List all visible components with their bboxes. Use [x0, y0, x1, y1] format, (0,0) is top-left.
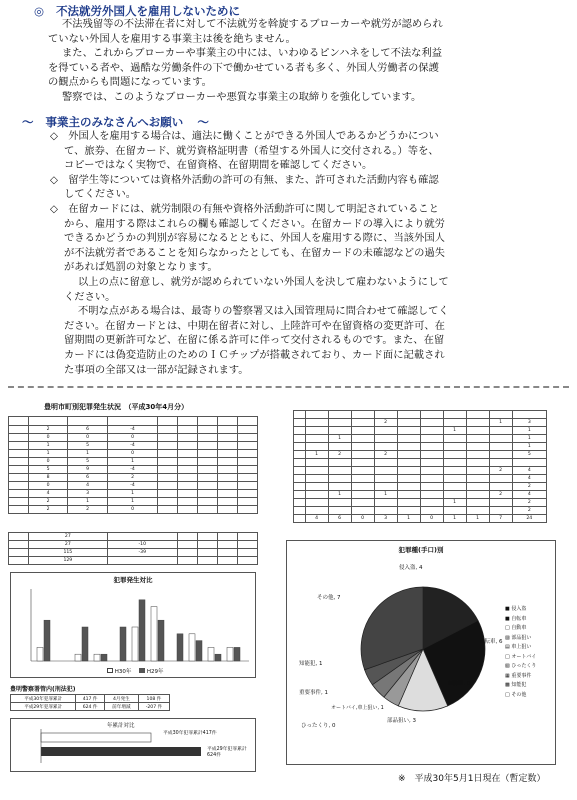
pie-label: 自動車, 0	[447, 681, 471, 687]
chart1-bar	[151, 607, 157, 661]
section1-title: 不法就労外国人を雇用しないために	[56, 4, 241, 18]
section2-body	[50, 129, 449, 377]
pie-chart-panel	[286, 540, 556, 765]
footnote: ※ 平成30年5月1日現在（暫定数）	[398, 774, 546, 784]
legend-swatch	[107, 668, 113, 673]
pie-label: オートバイ,車上狙い, 1	[331, 705, 384, 711]
pie-legend-item: ▩ 知能犯	[505, 682, 527, 688]
pie-legend-item: ▨ 部品狙い	[505, 634, 532, 641]
pie-title: 犯罪種(手口)別	[398, 546, 444, 554]
section2-title: 事業主のみなさんへお願い	[45, 115, 184, 129]
section2-line: ださい。在留カードとは、中期在留者に対し、上陸許可や在留資格の変更許可、在	[64, 319, 445, 332]
section1-line: を得ている者や、過酷な労働条件の下で働かせている者も多く、外国人労働者の保護	[48, 61, 439, 74]
chart1-bar	[177, 634, 183, 661]
method-table: 2 1 3 1 1 1 1 1 1 2 2 5 2 4 4 2 1 1 2 4 1 2 2 4 6 0 3 1 0 1 1 7 24	[293, 410, 547, 523]
chart1-svg	[11, 573, 255, 677]
chart1-bar	[208, 647, 214, 661]
section2-line: ◇ 留学生等については資格外活動の許可の有無、また、許可された活動内容も確認	[50, 173, 439, 186]
chart2-svg	[11, 719, 255, 771]
chart1-bar	[196, 641, 202, 661]
chart2-label: 平成29年犯罪累計624件	[207, 747, 247, 758]
town-totals-table: 27 27 -10 115 -39 129	[8, 532, 258, 565]
section2-line: があれば処罰の対象となります。	[64, 261, 218, 274]
pie-legend-item: ▤ 車上狙い	[505, 644, 532, 650]
chart1-title: 犯罪発生対比	[113, 576, 153, 584]
section2-line: 留期間の更新許可など、在留に係る許可に伴って交付されるものです。また、在留	[64, 334, 445, 347]
chart1-bar	[44, 620, 50, 661]
legend-swatch	[139, 668, 145, 673]
pie-slices	[361, 587, 485, 711]
totals-title: 豊明警察署管内(刑法犯)	[10, 686, 76, 693]
stats-title: 豊明市町別犯罪発生状況 （平成30年4月分）	[44, 403, 189, 411]
chart1-bar	[101, 654, 107, 661]
pie-label: 重要事件, 1	[299, 690, 328, 696]
section1-line: の観点からも問題になっています。	[48, 76, 212, 89]
town-crime-table: 2 6 -4 0 0 0 1 5 -4 1 1 0 0 5 1 5 9 -4 8 6 2 0 4 -4 4 3 1 2 1 1 2 2 0	[8, 416, 258, 514]
totals-cell: 108 件	[138, 695, 169, 703]
tilde-mark: 〜	[197, 115, 209, 129]
pie-legend-item: □ オートバイ	[505, 653, 537, 660]
chart1-legend-item: H29年	[146, 669, 164, 675]
chart1-bar	[37, 647, 43, 661]
chart1-bar	[227, 647, 233, 661]
totals-cell: 前年増減	[104, 703, 138, 711]
totals-cell: 417 件	[76, 695, 104, 703]
section2-line: 不明な点がある場合は、最寄りの警察署又は入国管理局に問合わせて確認してく	[78, 305, 449, 318]
section2-line: カードには偽変造防止のためのＩＣチップが搭載されており、カード面に記載され	[64, 348, 445, 361]
totals-cell: 平成29年犯罪累計	[11, 703, 76, 711]
section2-line: が不法就労者であることを知らなかったとしても、在留カードの未確認などの過失	[64, 246, 445, 259]
pie-legend	[505, 605, 536, 700]
totals-cell: 平成30年犯罪累計	[11, 695, 76, 703]
chart1-bar	[234, 647, 240, 661]
section2-line: ください。	[64, 290, 116, 303]
chart1-legend	[107, 667, 164, 675]
pie-legend-item: ▧ ひったくり	[505, 663, 537, 669]
chart1-bar	[139, 600, 145, 661]
chart1-bar	[120, 627, 126, 661]
section2-line: た事項の全部又は一部が記録されます。	[64, 363, 249, 376]
section2-line: できるかどうかの判別が容易になるとともに、外国人を雇用する際に、当該外国人	[64, 232, 445, 245]
pie-label: ひったくり, 0	[301, 723, 336, 729]
pie-label: 知能犯, 1	[299, 661, 323, 667]
chart1-bar	[158, 620, 164, 661]
bar-h30	[41, 733, 151, 742]
bullseye-icon: ◎	[34, 4, 45, 18]
totals-cell: 4月発生	[104, 695, 138, 703]
section1-line: 不法残留等の不法滞在者に対して不法就労を斡旋するブローカーや就労が認められ	[62, 18, 443, 30]
section2-line: ◇ 外国人を雇用する場合は、適法に働くことができる外国人であるかどうかについ	[50, 130, 439, 142]
section2-line: て、旅券、在留カード、就労資格証明書（希望する外国人に交付される。）等を、	[64, 144, 439, 157]
section2-line: ◇ 在留カードには、就労制限の有無や資格外活動許可に関して明記されていること	[50, 202, 439, 215]
totals-cell: -207 件	[138, 703, 169, 711]
pie-legend-item: ■ 自転車	[505, 615, 527, 622]
section2-line: から、雇用する際はこれらの欄も確認してください。在留カードの導入により就労	[64, 217, 445, 230]
totals-table	[10, 694, 170, 711]
crime-comparison-chart	[10, 572, 256, 678]
section2-heading	[22, 114, 209, 130]
chart1-bar	[215, 654, 221, 661]
section2-line: 以上の点に留意し、就労が認められていない外国人を決して雇わないようにして	[78, 275, 449, 288]
pie-legend-item: ■ 侵入盗	[505, 606, 527, 612]
pie-legend-item: □ その他	[505, 691, 527, 698]
section2-line: してください。	[64, 188, 137, 201]
pie-label: 部品狙い, 3	[387, 718, 416, 724]
annual-total-chart	[10, 718, 256, 772]
section1-line: また、これからブローカーや事業主の中には、いわゆるピンハネをして不法な利益	[62, 47, 443, 60]
chart1-bars	[37, 600, 240, 661]
totals-cell: 624 件	[76, 703, 104, 711]
chart2-title: 年累計対比	[107, 723, 135, 729]
section1-line: 警察では、このようなブローカーや悪質な事業主の取締りを強化しています。	[62, 90, 422, 103]
pie-label: その他, 7	[317, 595, 341, 601]
pie-label: 侵入盗, 4	[399, 565, 423, 571]
chart1-bar	[189, 634, 195, 661]
pie-legend-item: □ 自動車	[505, 625, 527, 631]
pie-legend-item: ▦ 重要事件	[505, 672, 532, 679]
chart1-bar	[132, 627, 138, 661]
section1-line: ていない外国人を雇用する事業主は後を絶ちません。	[48, 32, 296, 45]
chart1-bar	[82, 627, 88, 661]
chart1-legend-item: H30年	[114, 669, 132, 675]
section1-body	[48, 17, 443, 105]
dashed-divider	[8, 386, 569, 388]
chart1-bar	[75, 654, 81, 661]
chart1-bar	[94, 654, 100, 661]
bar-h29	[41, 747, 201, 756]
section2-line: コピーではなく実物で、在留資格、在留期間を確認してください。	[64, 159, 373, 172]
pie-label: 自転車, 6	[479, 639, 503, 645]
chart2-label: 平成30年犯罪累計417件	[163, 731, 217, 736]
tilde-mark: 〜	[22, 115, 34, 129]
